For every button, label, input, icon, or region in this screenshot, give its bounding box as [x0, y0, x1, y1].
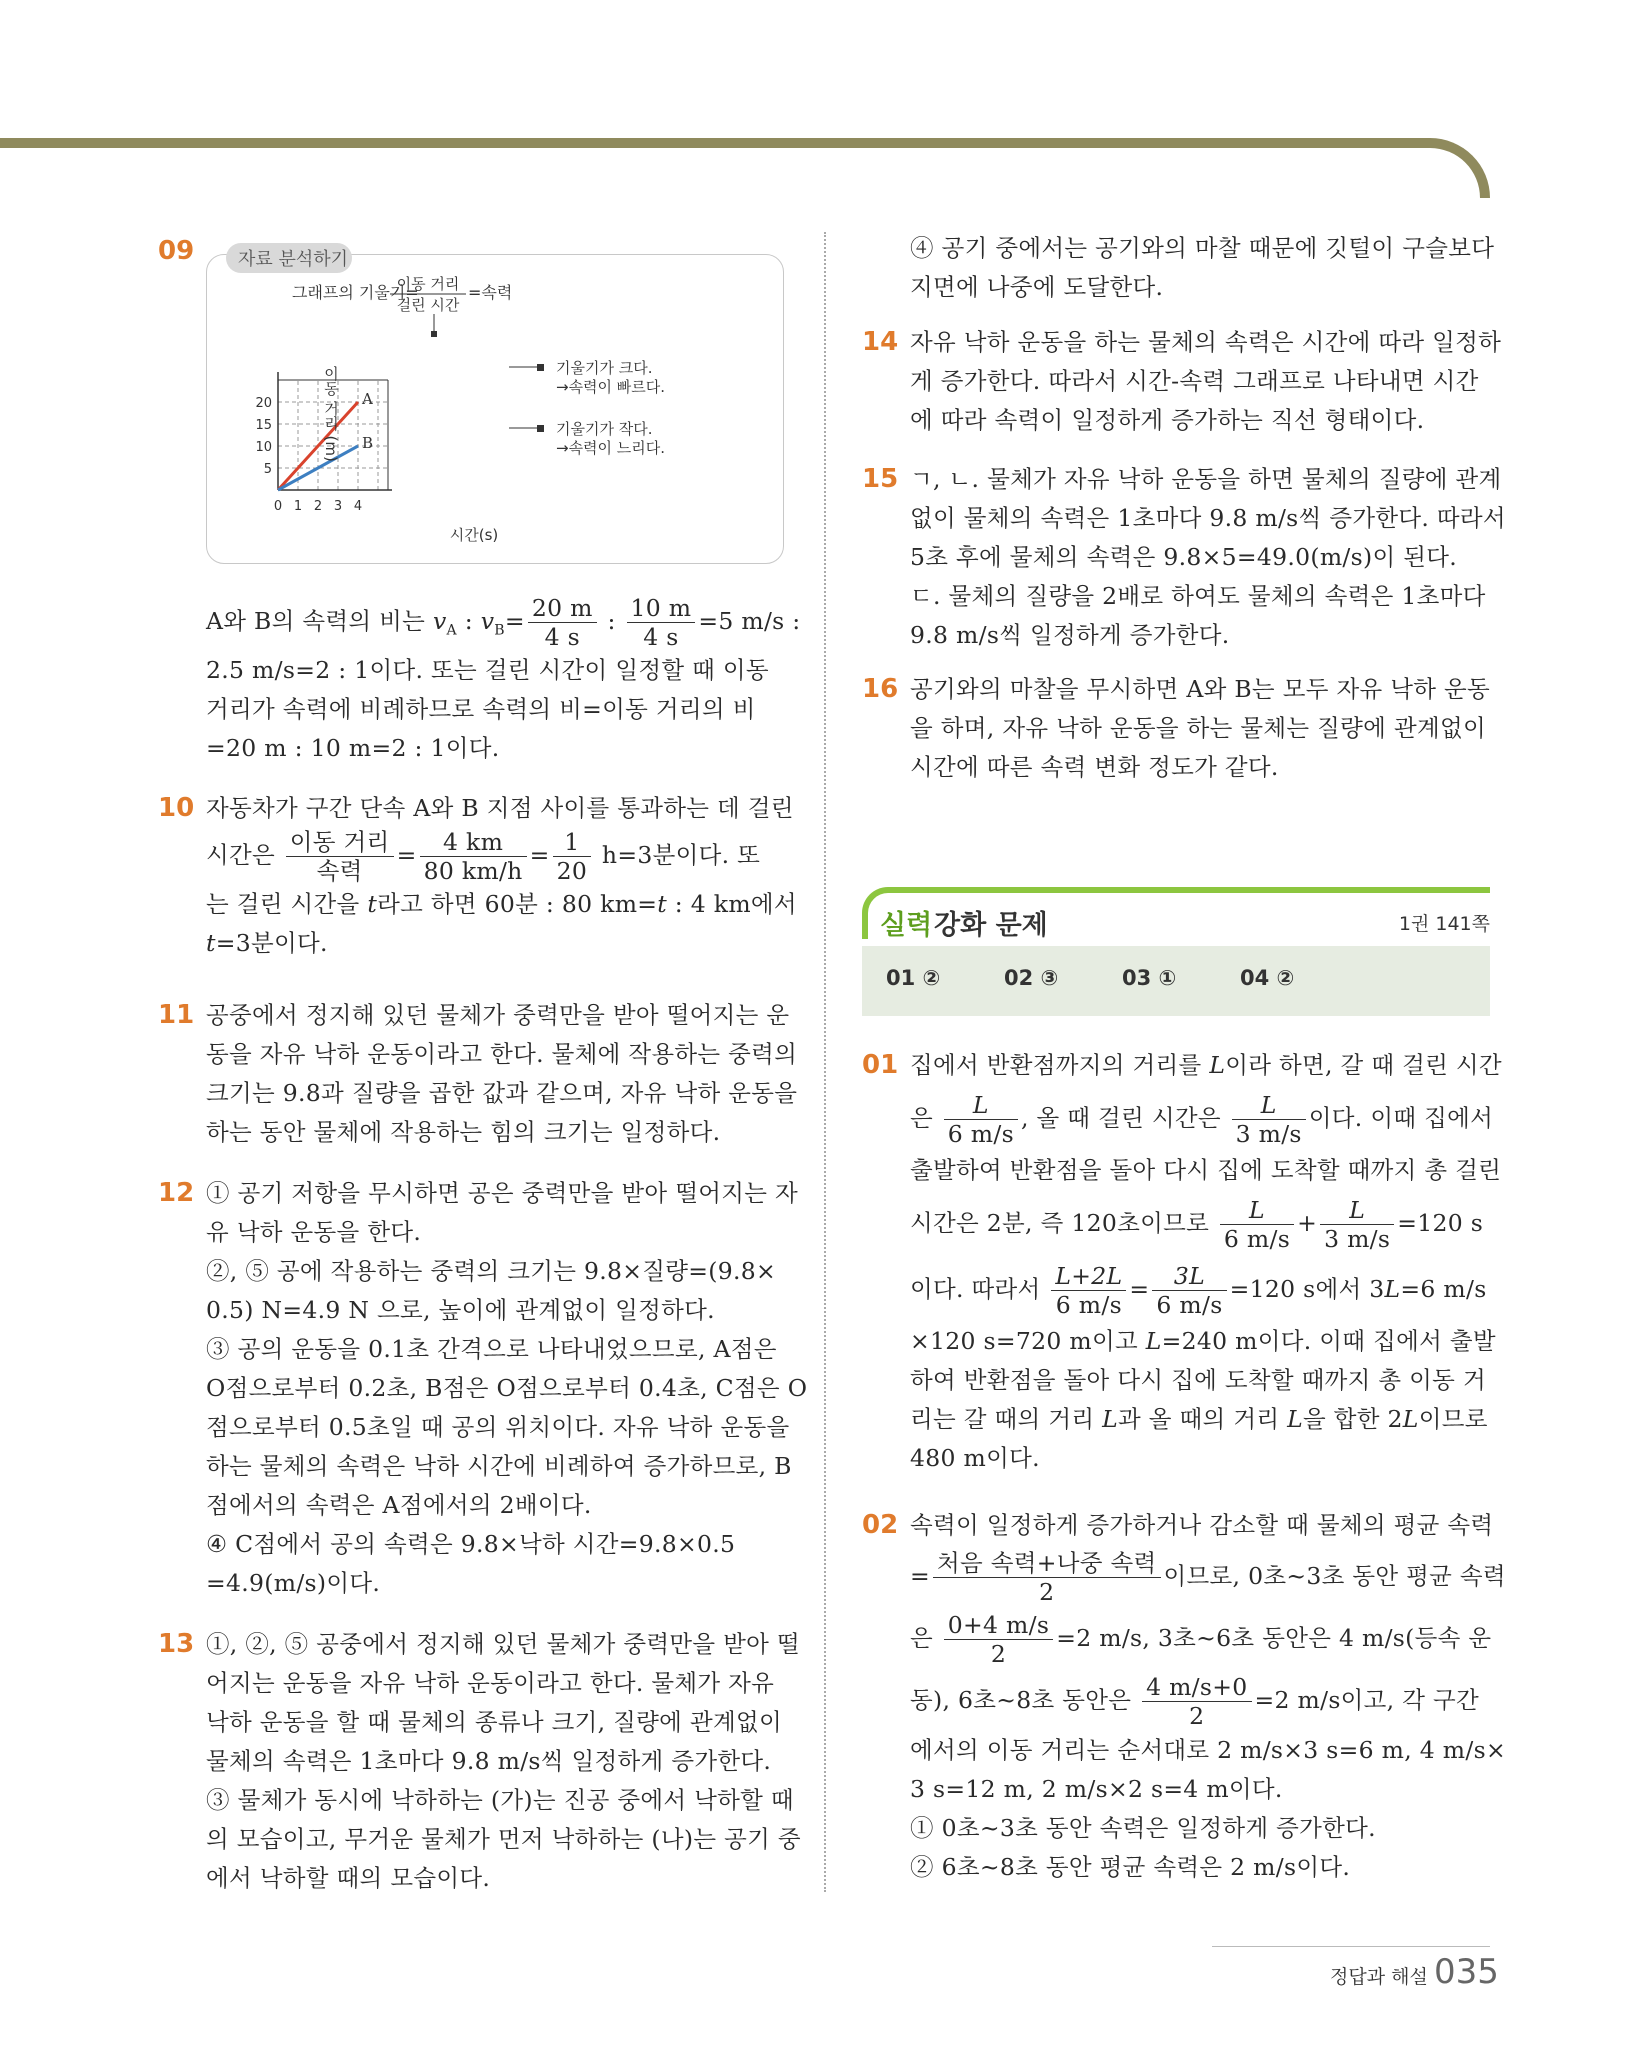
note-a-line2: →속력이 빠르다. [556, 378, 666, 396]
q11-text [206, 996, 797, 1152]
var: L [972, 1091, 989, 1119]
answer-item: 03 ① [1122, 966, 1177, 990]
numerator [1220, 1196, 1294, 1225]
fraction [627, 594, 696, 651]
data-analysis-chip: 자료 분석하기 [238, 249, 349, 270]
line: 에서의 이동 거리는 순서대로 2 m/s×3 s=6 m, 4 m/s× [910, 1736, 1506, 1764]
fraction [933, 1549, 1161, 1606]
series-label-b: B [362, 434, 374, 452]
q13-text [206, 1625, 801, 1898]
line: ③ 물체가 동시에 낙하하는 (가)는 진공 중에서 낙하할 때 [206, 1786, 794, 1814]
book-reference: 1권 141쪽 [1398, 913, 1490, 935]
q15-text [910, 460, 1506, 655]
line: ② 6초~8초 동안 평균 속력은 2 m/s이다. [910, 1853, 1351, 1881]
var: L [1402, 1405, 1419, 1433]
line: ① 공기 저항을 무시하면 공은 중력만을 받아 떨어지는 자 [206, 1179, 798, 1207]
numerator [944, 1091, 1018, 1120]
denominator: 20 [556, 857, 588, 885]
var: L+2L [1055, 1262, 1123, 1290]
denominator: 6 m/s [1156, 1291, 1223, 1319]
x-tick-label: 0 [273, 499, 283, 514]
denominator: 6 m/s [1223, 1225, 1291, 1253]
text: 라고 하면 60분 : 80 km= [377, 890, 658, 918]
text: = [529, 841, 550, 869]
x-tick-label: 3 [333, 499, 343, 514]
line: 을 하며, 자유 낙하 운동을 하는 물체는 질량에 관계없이 [910, 714, 1486, 742]
text: =240 m이다. 이때 집에서 출발 [1161, 1327, 1496, 1355]
text: A와 B의 속력의 비는 [206, 607, 433, 635]
line: 하는 물체의 속력은 낙하 시간에 비례하여 증가하므로, B [206, 1452, 792, 1480]
var: L [1209, 1051, 1226, 1079]
line: 공기와의 마찰을 무시하면 A와 B는 모두 자유 낙하 운동 [910, 675, 1491, 703]
question-number: 12 [158, 1178, 195, 1208]
line: 자동차가 구간 단속 A와 B 지점 사이를 통과하는 데 걸린 [206, 794, 794, 822]
q12-text [206, 1174, 807, 1603]
numerator: 이동 거리 [286, 828, 394, 857]
slope-suffix: =속력 [468, 283, 513, 302]
question-number: 09 [158, 236, 195, 266]
denominator: 2 [1039, 1578, 1055, 1606]
text: : [599, 607, 624, 635]
line: 점에서의 속력은 A점에서의 2배이다. [206, 1491, 592, 1519]
text: = [396, 841, 417, 869]
denominator: 3 m/s [1324, 1225, 1391, 1253]
y-axis-label: 이동 거리 (m) [322, 366, 340, 462]
var: 3L [1173, 1262, 1206, 1290]
line: 2.5 m/s=2 : 1이다. 또는 걸린 시간이 일정할 때 이동 [206, 656, 769, 684]
text: 이므로 [1418, 1405, 1488, 1433]
line: 시간에 따른 속력 변화 정도가 같다. [910, 753, 1279, 781]
line: 0.5) N=4.9 N 으로, 높이에 관계없이 일정하다. [206, 1296, 715, 1324]
numerator: 10 m [627, 594, 696, 623]
var: L [1102, 1405, 1118, 1433]
page-number: 035 [1434, 1952, 1499, 1992]
var: t [367, 890, 378, 918]
numerator [1152, 1262, 1226, 1291]
var: L [1145, 1327, 1162, 1355]
line: 지면에 나중에 도달한다. [910, 273, 1164, 301]
numerator: 처음 속력+나중 속력 [933, 1549, 1161, 1578]
denominator: 2 [990, 1640, 1007, 1668]
x-axis-label: 시간(s) [449, 526, 499, 544]
question-number: 10 [158, 793, 195, 823]
x-tick-label: 1 [293, 499, 303, 514]
denominator: 4 s [643, 623, 679, 651]
line: 어지는 운동을 자유 낙하 운동이라고 한다. 물체가 자유 [206, 1669, 775, 1697]
line: 자유 낙하 운동을 하는 물체의 속력은 시간에 따라 일정하 [910, 328, 1502, 356]
var: L [1260, 1091, 1277, 1119]
line: 점으로부터 0.5초일 때 공의 위치이다. 자유 낙하 운동을 [206, 1413, 790, 1441]
line: =20 m : 10 m=2 : 1이다. [206, 734, 500, 762]
section-header [862, 887, 1490, 945]
fraction [286, 828, 394, 885]
footer-rule [1212, 1946, 1490, 1947]
text: =2 m/s, 3초~6초 동안은 4 m/s(등속 운 [1056, 1624, 1492, 1652]
fraction [944, 1091, 1018, 1148]
line: 에서 낙하할 때의 모습이다. [206, 1864, 491, 1892]
line: 유 낙하 운동을 한다. [206, 1218, 422, 1246]
y-tick-label: 5 [263, 462, 272, 477]
line: 480 m이다. [910, 1444, 1040, 1472]
series-label-a: A [362, 390, 373, 408]
line: 3 s=12 m, 2 m/s×2 s=4 m이다. [910, 1775, 1283, 1803]
text: =3분이다. [215, 929, 328, 957]
line: 의 모습이고, 무거운 물체가 먼저 낙하하는 (나)는 공기 중 [206, 1825, 801, 1853]
column-divider [824, 232, 826, 1892]
numerator [1320, 1196, 1394, 1225]
denominator: 2 [1189, 1702, 1205, 1730]
answer-item: 04 ② [1240, 966, 1295, 990]
text: 은 [910, 1104, 941, 1132]
text: 과 올 때의 거리 [1118, 1405, 1288, 1433]
text: =120 s [1397, 1209, 1484, 1237]
s02-text [910, 1506, 1506, 1887]
y-tick-label: 20 [255, 396, 272, 411]
question-number: 13 [158, 1629, 195, 1659]
line: 에 따라 속력이 일정하게 증가하는 직선 형태이다. [910, 406, 1425, 434]
text: 집에서 반환점까지의 거리를 [910, 1051, 1210, 1079]
fraction [1152, 1262, 1226, 1319]
text: =6 m/s [1400, 1275, 1487, 1303]
text: 은 [910, 1624, 941, 1652]
line: 게 증가한다. 따라서 시간-속력 그래프로 나타내면 시간 [910, 367, 1479, 395]
fraction [420, 828, 527, 885]
text: =5 m/s : [698, 607, 801, 635]
answer-key-bar [862, 946, 1490, 1016]
fraction [1051, 1262, 1126, 1319]
text: + [1297, 1209, 1318, 1237]
q10-text [206, 789, 797, 963]
q16-text [910, 670, 1490, 787]
line: 하여 반환점을 돌아 다시 집에 도착할 때까지 총 이동 거 [910, 1366, 1486, 1394]
text: h=3분이다. 또 [594, 841, 761, 869]
x-tick-label: 2 [313, 499, 323, 514]
series-line-a [278, 402, 358, 490]
line: 공중에서 정지해 있던 물체가 중력만을 받아 떨어지는 운 [206, 1001, 790, 1029]
line: ④ 공기 중에서는 공기와의 마찰 때문에 깃털이 구슬보다 [910, 234, 1495, 262]
top-rule [0, 138, 1430, 148]
fraction [944, 1611, 1053, 1668]
y-tick-label: 15 [255, 418, 272, 433]
text: : 4 km에서 [667, 890, 797, 918]
text: 이라 하면, 갈 때 걸린 시간 [1225, 1051, 1502, 1079]
footer-label: 정답과 해설 [1330, 1966, 1428, 1988]
line: ㄷ. 물체의 질량을 2배로 하여도 물체의 속력은 1초마다 [910, 582, 1486, 610]
line: =4.9(m/s)이다. [206, 1569, 381, 1597]
line: ③ 공의 운동을 0.1초 간격으로 나타내었으므로, A점은 [206, 1335, 777, 1363]
var: L [1287, 1405, 1303, 1433]
line: 동을 자유 낙하 운동이라고 한다. 물체에 작용하는 중력의 [206, 1040, 798, 1068]
note-b-line1: 기울기가 작다. [556, 420, 653, 438]
question-number: 01 [862, 1050, 899, 1080]
denominator: 6 m/s [1055, 1291, 1122, 1319]
distance-time-chart [206, 270, 784, 560]
question-number: 14 [862, 327, 899, 357]
fraction [553, 828, 592, 885]
answer-item: 01 ② [886, 966, 941, 990]
var: t [206, 929, 216, 957]
line: 9.8 m/s씩 일정하게 증가한다. [910, 621, 1230, 649]
y-tick-label: 10 [255, 440, 272, 455]
text: 시간은 2분, 즉 120초이므로 [910, 1209, 1217, 1237]
text: 이다. 이때 집에서 [1308, 1104, 1494, 1132]
text: , 올 때 걸린 시간은 [1020, 1104, 1229, 1132]
denominator: 3 m/s [1235, 1120, 1302, 1148]
text: ×120 s=720 m이고 [910, 1327, 1146, 1355]
fraction [1232, 1091, 1306, 1148]
slope-prefix: 그래프의 기울기= [292, 283, 419, 302]
numerator [1232, 1091, 1306, 1120]
var: L [1384, 1275, 1401, 1303]
note-b-line2: →속력이 느리다. [556, 439, 666, 457]
line: ㄱ, ㄴ. 물체가 자유 낙하 운동을 하면 물체의 질량에 관계 [910, 465, 1502, 493]
numerator: 0+4 m/s [944, 1611, 1053, 1640]
numerator: 4 km [420, 828, 527, 857]
line: ④ C점에서 공의 속력은 9.8×낙하 시간=9.8×0.5 [206, 1530, 736, 1558]
fraction [1220, 1196, 1294, 1253]
answer-item: 02 ③ [1004, 966, 1059, 990]
q09-text: A와 B의 속력의 비는 $v_A$ : $v_B=$ $\frac{20 m}{4 s}$ : $\frac{10 m}{4 s}$ =5 m/s : 2.5 m/s=2 : 1이다. 또는 걸린 시간이 일정할 때 이동 거리가 속력에 비례하므로 속력의 비=이동 거리의 비 =20 m : 10 m=2 : 1이다. [206, 594, 801, 768]
text: 시간은 [206, 841, 283, 869]
question-number: 16 [862, 674, 899, 704]
denominator: 4 s [544, 623, 580, 651]
line: 낙하 운동을 할 때 물체의 종류나 크기, 질량에 관계없이 [206, 1708, 782, 1736]
x-tick-label: 4 [353, 499, 363, 514]
slope-numerator: 이동 거리 [396, 275, 460, 293]
q14-text [910, 323, 1501, 440]
line: 물체의 속력은 1초마다 9.8 m/s씩 일정하게 증가한다. [206, 1747, 772, 1775]
text: 이므로, 0초~3초 동안 평균 속력 [1163, 1562, 1506, 1590]
top-rule-curve [1380, 138, 1490, 198]
fraction [1142, 1673, 1251, 1730]
numerator [1051, 1262, 1126, 1291]
text: 동), 6초~8초 동안은 [910, 1686, 1140, 1714]
text: 는 걸린 시간을 [206, 890, 368, 918]
fraction [1320, 1196, 1394, 1253]
note-a-line1: 기울기가 크다. [556, 359, 653, 377]
question-number: 11 [158, 1000, 195, 1030]
text: = [910, 1562, 930, 1590]
text: : [456, 607, 481, 635]
line: 거리가 속력에 비례하므로 속력의 비=이동 거리의 비 [206, 695, 756, 723]
line: 출발하여 반환점을 돌아 다시 집에 도착할 때까지 총 걸린 [910, 1156, 1502, 1184]
line: O점으로부터 0.2초, B점은 O점으로부터 0.4초, C점은 O [206, 1374, 808, 1402]
denominator: 80 km/h [423, 857, 523, 885]
var: L [1249, 1196, 1265, 1224]
var: L [1349, 1196, 1366, 1224]
text: =120 s에서 3 [1229, 1275, 1385, 1303]
text: = [504, 607, 525, 635]
slope-denominator: 걸린 시간 [396, 296, 460, 314]
line: 속력이 일정하게 증가하거나 감소할 때 물체의 평균 속력 [910, 1511, 1494, 1539]
denominator: 속력 [316, 857, 363, 885]
var: t [657, 890, 668, 918]
text: 이다. 따라서 [910, 1275, 1049, 1303]
text: =2 m/s이고, 각 구간 [1254, 1686, 1479, 1714]
denominator: 6 m/s [947, 1120, 1014, 1148]
line: 5초 후에 물체의 속력은 9.8×5=49.0(m/s)이 된다. [910, 543, 1458, 571]
section-title: 강화 문제 [934, 910, 1048, 941]
section-title-highlight: 실력 [880, 910, 933, 941]
q13-continued [910, 229, 1494, 307]
line: ②, ⑤ 공에 작용하는 중력의 크기는 9.8×질량=(9.8× [206, 1257, 776, 1285]
question-number: 02 [862, 1510, 899, 1540]
line: ① 0초~3초 동안 속력은 일정하게 증가한다. [910, 1814, 1376, 1842]
text: 리는 갈 때의 거리 [910, 1405, 1103, 1433]
numerator: 20 m [528, 594, 597, 623]
numerator: 4 m/s+0 [1142, 1673, 1251, 1702]
fraction [528, 594, 597, 651]
line: ①, ②, ⑤ 공중에서 정지해 있던 물체가 중력만을 받아 떨 [206, 1630, 800, 1658]
question-number: 15 [862, 464, 899, 494]
s01-text: 집에서 반환점까지의 거리를 L이라 하면, 갈 때 걸린 시간 은 $\frac{L}{6 m/s}$ , 올 때 걸린 시간은 $\frac{L}{3 m/s}$ 이다. 이때 집에서 출발하여 반환점을 돌아 다시 집에 도착할 때까지 총 걸린 시간은 2분, 즉 120초이므로 $\frac{L}{6 m/s}$ + $\frac{L}{3 m/s}$ =120 s 이다. 따라서 $\frac{L+2L}{6 m/s}$ = $\frac{3L}{6 m/s}$ =120 s에서 3L=6 m/s ×120 s=720 m이고 L=240 m이다. 이때 집에서 출발 하여 반환점을 돌아 다시 집에 도착할 때까지 총 이동 거 리는 갈 때의 거리 L과 올 때의 거리 L을 합한 2L이므로 480 m이다. [910, 1046, 1502, 1478]
line: 없이 물체의 속력은 1초마다 9.8 m/s씩 증가한다. 따라서 [910, 504, 1506, 532]
line: 크기는 9.8과 질량을 곱한 값과 같으며, 자유 낙하 운동을 [206, 1079, 798, 1107]
text: 을 합한 2 [1303, 1405, 1403, 1433]
line: 하는 동안 물체에 작용하는 힘의 크기는 일정하다. [206, 1118, 721, 1146]
numerator: 1 [553, 828, 592, 857]
